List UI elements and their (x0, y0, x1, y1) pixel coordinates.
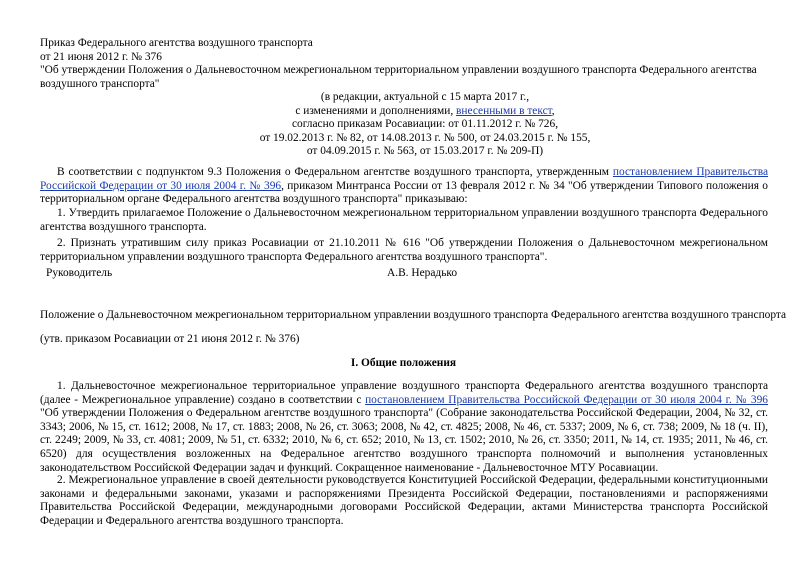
redaction-line3: согласно приказам Росавиации: от 01.11.2012 г. № 726, (291, 118, 559, 131)
regulation-paragraph-1 (40, 380, 768, 475)
regulation-title: Положение о Дальневосточном межрегиональном территориальном управлении воздушного транспорта Федерального агентства воздушного транспорта (40, 309, 787, 321)
section-1-heading: I. Общие положения (350, 357, 457, 369)
preamble-paragraph (40, 166, 768, 207)
government-decree-link[interactable]: постановлением Правительства Российской Федерации от 30 июля 2004 г. № 396 (40, 166, 769, 192)
regulation-paragraph-2: 2. Межрегиональное управление в своей деятельности руководствуется Конституцией Российской Федерации, федеральными конституционными законами и федеральными законами, указами и распоряжениями Президента Российской Федерации, постановлениями и распоряжениями Правительства Российской Федерации, международными договорами Российской Федерации, актами Министерства транспорта Российской Федерации и Федерального агентства воздушного транспорта. (40, 474, 768, 527)
redaction-line5: от 04.09.2015 г. № 563, от 15.03.2017 г. № 209-П) (306, 145, 544, 158)
redaction-line2 (150, 105, 700, 119)
redaction-line4: от 19.02.2013 г. № 82, от 14.08.2013 г. № 500, от 24.03.2015 г. № 155, (259, 131, 591, 144)
item-1-paragraph: 1. Утвердить прилагаемое Положение о Дальневосточном межрегиональном территориальном управлении воздушного транспорта Федерального агентства воздушного транспорта. (40, 207, 768, 233)
order-subject-line2: воздушного транспорта" (40, 77, 160, 90)
order-subject-line1: "Об утверждении Положения о Дальневосточном межрегиональном территориальном управлении воздушного транспорта Федерального агентства (40, 64, 757, 77)
redaction-line2-text: с изменениями и дополнениями, (295, 104, 457, 117)
preamble-text: В соответствии с подпунктом 9.3 Положения о Федеральном агентстве воздушного транспорта, утвержденным (57, 166, 613, 178)
approval-note: (утв. приказом Росавиации от 21 июня 2012 г. № 376) (40, 333, 300, 345)
item-2-paragraph: 2. Признать утратившим силу приказ Росавиации от 21.10.2011 № 616 "Об утверждении Положения о Дальневосточном межрегиональном территориальном управлении воздушного транспорта Федерального агентства воздушного транспорта". (40, 237, 768, 263)
redaction-line1: (в редакции, актуальной с 15 марта 2017 г., (320, 91, 530, 103)
order-date: от 21 июня 2012 г. № 376 (40, 50, 162, 63)
amendments-link[interactable]: внесенными в текст (456, 104, 552, 117)
signature-role: Руководитель (46, 267, 113, 279)
paragraph-1-text-tail: "Об утверждении Положения о Федеральном агентстве воздушного транспорта" (Собрание законодательства Российской Федерации, 2004, № 32, ст. 3343; 2006, № 15, ст. 1612; 2008, № 17, ст. 1883; 2008, № 26, ст. 3063; 2008, № 42, ст. 4825; 2008, № 46, ст. 5337; 2009, № 6, ст. 738; 2009, № 18 (ч. II), ст. 2249; 2009, № 33, ст. 4081; 2009, № 51, ст. 6332; 2010, № 6, ст. 652; 2010, № 13, ст. 1502; 2010, № 26, ст. 3350; 2011, № 14, ст. 1935; 2011, № 46, ст. 6520) для осуществления возложенных на Федеральное агентство воздушного транспорта полномочий и выполнения установленных законодательством Российской Федерации задач и функций. Сокращенное наименование - Дальневосточное МТУ Росавиации. (40, 407, 768, 474)
order-header (40, 37, 770, 91)
preamble-text-tail: , приказом Минтранса России от 13 февраля 2012 г. № 34 "Об утверждении Типового положения о территориальном органе Федерального агентства воздушного транспорта" приказываю: (40, 179, 769, 206)
signature-name: А.В. Нерадько (387, 267, 458, 279)
redaction-line2-tail: , (551, 104, 555, 117)
redaction-note (150, 91, 700, 159)
paragraph-1-text: 1. Дальневосточное межрегиональное территориальное управление воздушного транспорта Федерального агентства воздушного транспорта (далее - Межрегиональное управление) создано в соответствии с (40, 380, 768, 406)
government-decree-link-2[interactable]: постановлением Правительства Российской Федерации от 30 июля 2004 г. № 396 (365, 393, 769, 406)
order-title: Приказ Федерального агентства воздушного транспорта (40, 37, 313, 49)
